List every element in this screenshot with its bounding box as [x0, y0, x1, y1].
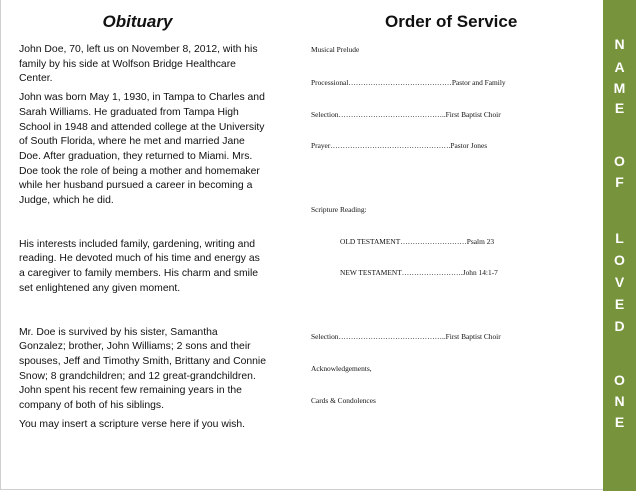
sidebar-letter: E: [614, 296, 625, 312]
sidebar-letter: M: [613, 80, 626, 96]
sidebar-letter: O: [614, 372, 625, 388]
obituary-body: [19, 43, 267, 432]
obituary-paragraph: John was born May 1, 1930, in Tampa to Charles and Sarah Williams. He graduated from Tampa High School in 1948 and attended college at the University of South Florida, where he met and married Jane Doe. After graduation, they returned to Miami. Mrs. Doe took the role of being a mother and homemaker while her husband pursued a career in becoming a Judge, which he did.: [19, 92, 265, 207]
sidebar-letter: V: [614, 274, 625, 290]
obituary-title: Obituary: [102, 12, 173, 31]
sidebar-letter: O: [614, 252, 625, 268]
sidebar-letter: L: [615, 230, 624, 246]
service-item-selection: Selection……………………………………..First Baptist Choir: [311, 332, 501, 341]
service-item-musical-prelude: Musical Prelude: [311, 45, 360, 54]
service-item-cards-condolences: Cards & Condolences: [311, 396, 376, 405]
obituary-paragraph: John Doe, 70, left us on November 8, 2012, with his family by his side at Wolfson Bridge Healthcare Center.: [19, 44, 258, 85]
sidebar-letter: F: [615, 174, 624, 190]
sidebar-letter: O: [614, 153, 625, 169]
obituary-paragraph: His interests included family, gardening, writing and reading. He devoted much of his time and energy as a caregiver to family members. His charm and smile set enlightened any given moment.: [19, 238, 260, 294]
sidebar-letter: E: [614, 414, 625, 430]
sidebar-letter: A: [614, 59, 625, 75]
order-of-service-title: Order of Service: [385, 12, 518, 31]
sidebar-letter: E: [614, 100, 625, 116]
service-item-scripture-reading: Scripture Reading:: [311, 205, 367, 214]
sidebar-letter: N: [614, 393, 625, 409]
obituary-paragraph: Mr. Doe is survived by his sister, Samantha Gonzalez; brother, John Williams; 2 sons and their spouses, Jeff and Timothy Smith, Brittany and Connie Snow; 8 grandchildren; and 12 great-grandchildren. John spent his recent few remaining years in the company of both of his siblings.: [19, 326, 267, 412]
service-item-acknowledgements: Acknowledgements,: [311, 364, 372, 373]
sidebar-letter: N: [614, 36, 625, 52]
service-item-processional: Processional……………………………………Pastor and Family: [311, 78, 506, 87]
service-item-selection: Selection……………………………………..First Baptist Choir: [311, 110, 501, 119]
service-item-new-testament: NEW TESTAMENT…………………….John 14:1-7: [340, 268, 498, 277]
scripture-placeholder: You may insert a scripture verse here if you wish.: [19, 418, 246, 430]
name-of-loved-one-sidebar: [603, 0, 636, 491]
service-item-old-testament: OLD TESTAMENT………………………Psalm 23: [340, 237, 495, 246]
service-item-prayer: Prayer………………………………………….Pastor Jones: [311, 141, 488, 150]
sidebar-letter: D: [614, 318, 625, 334]
